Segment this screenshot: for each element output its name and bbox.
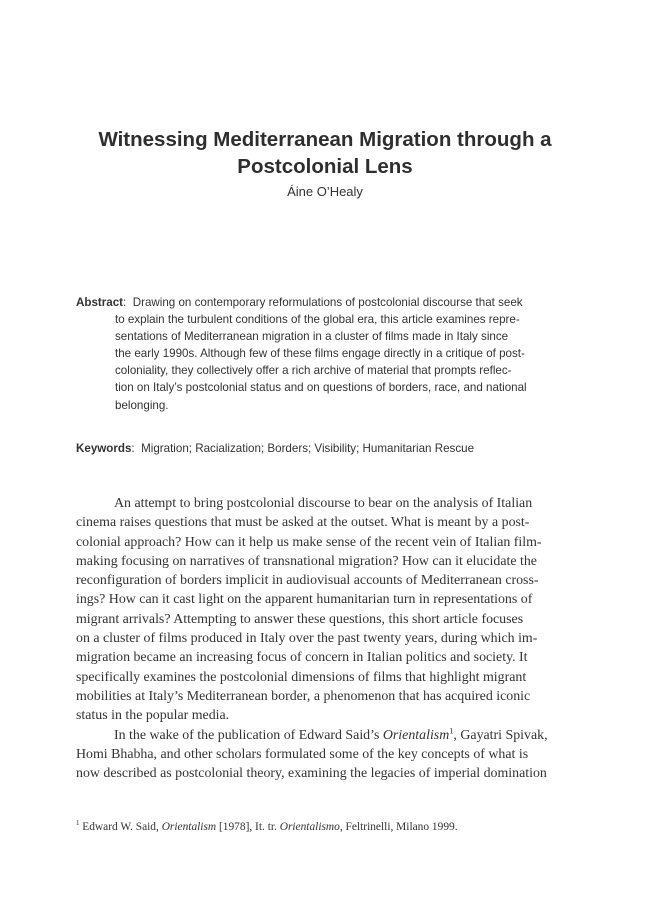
footnote-marker[interactable]: 1 — [449, 725, 454, 735]
abstract — [76, 294, 576, 414]
title-line-1: Witnessing Mediterranean Migration through a — [98, 128, 552, 151]
abstract-label: Abstract — [76, 296, 124, 309]
body-line: Homi Bhabha, and other scholars formulated some of the key concepts of what is — [76, 746, 529, 762]
body-line: colonial approach? How can it help us make sense of the recent vein of Italian film- — [76, 534, 542, 550]
body-line: reconfiguration of borders implicit in audiovisual accounts of Mediterranean cross- — [76, 573, 539, 589]
keywords: Keywords: Migration; Racialization; Borders; Visibility; Humanitarian Rescue — [76, 442, 475, 455]
body-line: on a cluster of films produced in Italy over the past twenty years, during which im- — [76, 631, 538, 647]
author-name: Áine O’Healy — [287, 184, 363, 199]
body-line: status in the popular media. — [76, 708, 230, 724]
footnote-italic-orientalism: Orientalism — [161, 821, 217, 833]
body-line: migrant arrivals? Attempting to answer these questions, this short article focuses — [76, 611, 524, 627]
body-line: An attempt to bring postcolonial discourse to bear on the analysis of Italian — [114, 496, 533, 511]
abstract-line: to explain the turbulent conditions of the global era, this article examines repre- — [115, 313, 520, 327]
body-text-span: , Gayatri Spivak, — [453, 727, 548, 743]
abstract-line: belonging. — [115, 398, 169, 412]
body-line — [76, 726, 576, 745]
body-line: now described as postcolonial theory, examining the legacies of imperial domination — [76, 766, 547, 782]
abstract-line: sentations of Mediterranean migration in a cluster of films made in Italy since — [115, 330, 509, 344]
body-text — [76, 494, 576, 783]
book-title-orientalism: Orientalism — [382, 727, 450, 743]
footnote-text: , Feltrinelli, Milano 1999. — [339, 821, 458, 833]
body-line: migration became an increasing focus of concern in Italian politics and society. It — [76, 650, 528, 666]
footnote-italic-orientalismo: Orientalismo — [279, 821, 340, 833]
body-line: making focusing on narratives of transnational migration? How can it elucidate the — [76, 553, 537, 569]
abstract-line: the early 1990s. Although few of these films engage directly in a critique of post- — [115, 347, 525, 361]
footnote-text: [1978], It. tr. — [216, 821, 280, 833]
body-line: cinema raises questions that must be asked at the outset. What is meant by a post- — [76, 515, 530, 531]
body-line: mobilities at Italy’s Mediterranean border, a phenomenon that has acquired iconic — [76, 688, 531, 704]
body-line: specifically examines the postcolonial dimensions of films that highlight migrant — [76, 669, 527, 685]
abstract-line: coloniality, they collectively offer a rich archive of material that prompts reflec- — [115, 364, 512, 378]
footnote — [76, 820, 576, 835]
abstract-line: Abstract: Drawing on contemporary reformulations of postcolonial discourse that seek — [76, 296, 523, 309]
keywords-text: Migration; Racialization; Borders; Visibility; Humanitarian Rescue — [141, 442, 475, 455]
body-text-span: In the wake of the publication of Edward Said’s — [114, 727, 383, 743]
body-line: ings? How can it cast light on the apparent humanitarian turn in representations of — [76, 592, 533, 608]
article-title — [0, 126, 650, 180]
footnote-number: 1 — [76, 820, 80, 828]
abstract-text: Drawing on contemporary reformulations of postcolonial discourse that seek — [132, 296, 523, 309]
keywords-label: Keywords — [76, 442, 132, 455]
footnote-text: Edward W. Said, — [82, 821, 162, 833]
abstract-line: tion on Italy’s postcolonial status and on questions of borders, race, and national — [115, 381, 527, 395]
title-line-2: Postcolonial Lens — [237, 155, 413, 178]
